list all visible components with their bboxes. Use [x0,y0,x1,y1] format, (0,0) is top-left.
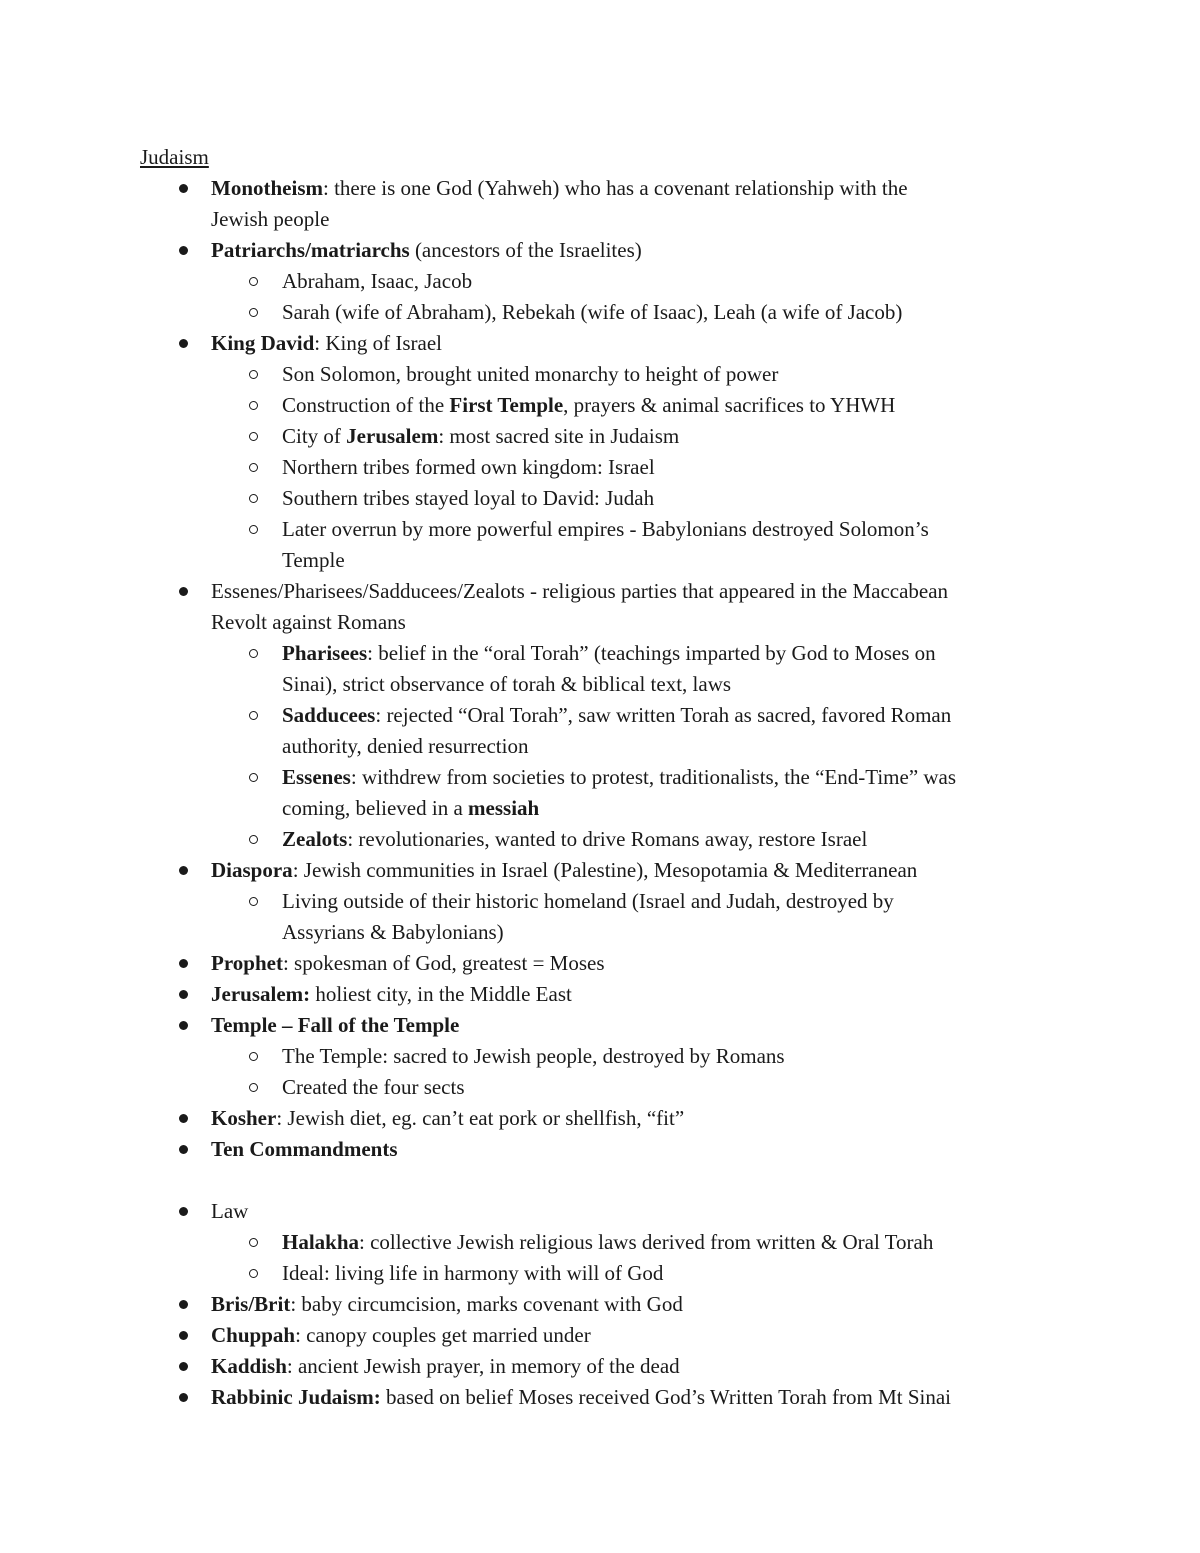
list-item [282,701,951,729]
bullet-icon [179,866,188,875]
term: Temple – Fall of the Temple [211,1013,460,1037]
list-item [282,1259,663,1287]
list-item-text: : most sacred site in Judaism [438,424,680,448]
sub-bullet-icon [249,1238,258,1247]
term: Jerusalem [346,424,439,448]
list-item-text: authority, denied resurrection [282,734,529,758]
sub-bullet-icon [249,494,258,503]
bullet-icon [179,1145,188,1154]
list-item [282,887,894,915]
sub-bullet-icon [249,401,258,410]
term: King David [211,331,315,355]
list-item-text: Abraham, Isaac, Jacob [282,269,473,293]
term: Kaddish [211,1354,287,1378]
list-item-text: based on belief Moses received God’s Written Torah from Mt Sinai [380,1385,951,1409]
list-item [211,1104,684,1132]
sub-bullet-icon [249,1083,258,1092]
list-item-text: : belief in the “oral Torah” (teachings imparted by God to Moses on [367,641,936,665]
list-item-text: Later overrun by more powerful empires - Babylonians destroyed Solomon’s [282,517,929,541]
list-item [282,515,929,543]
list-item-text: : baby circumcision, marks covenant with God [290,1292,683,1316]
list-item-text: Created the four sects [282,1075,465,1099]
bullet-icon [179,246,188,255]
list-item-text: Son Solomon, brought united monarchy to height of power [282,362,779,386]
list-item [211,174,908,202]
list-item-text: Ideal: living life in harmony with will of God [282,1261,664,1285]
list-item [282,825,867,853]
list-item [211,856,917,884]
list-item [211,236,642,264]
list-item [211,577,948,605]
list-item [282,794,539,822]
term: Bris/Brit [211,1292,291,1316]
bullet-icon [179,587,188,596]
list-item [211,1197,248,1225]
list-item-text: , prayers & animal sacrifices to YHWH [563,393,896,417]
list-item [282,1228,933,1256]
list-item [282,670,731,698]
sub-bullet-icon [249,463,258,472]
list-item-text: : collective Jewish religious laws derived from written & Oral Torah [359,1230,934,1254]
sub-bullet-icon [249,308,258,317]
list-item [211,608,406,636]
sub-bullet-icon [249,1269,258,1278]
sub-bullet-icon [249,773,258,782]
term: messiah [468,796,540,820]
sub-bullet-icon [249,649,258,658]
list-item [282,298,902,326]
list-item [211,1352,680,1380]
bullet-icon [179,990,188,999]
bullet-icon [179,184,188,193]
page-title: Judaism [140,145,209,169]
term: Essenes [282,765,351,789]
term: Pharisees [282,641,368,665]
term: Rabbinic Judaism: [211,1385,381,1409]
bullet-icon [179,1207,188,1216]
list-item-text: Law [211,1199,249,1223]
bullet-icon [179,959,188,968]
list-item [211,1011,459,1039]
list-item [282,1073,465,1101]
bullet-icon [179,339,188,348]
term: Halakha [282,1230,360,1254]
term: Ten Commandments [211,1137,398,1161]
sub-bullet-icon [249,1052,258,1061]
list-item-text: : King of Israel [314,331,442,355]
list-item-text: : rejected “Oral Torah”, saw written Torah as sacred, favored Roman [375,703,952,727]
term: Chuppah [211,1323,296,1347]
term: First Temple [449,393,564,417]
sub-bullet-icon [249,432,258,441]
list-item [282,360,778,388]
list-item-prefix: coming, believed in a [282,796,469,820]
list-item [211,205,329,233]
sub-bullet-icon [249,897,258,906]
list-item-text: : ancient Jewish prayer, in memory of the dead [286,1354,680,1378]
list-item-text: Southern tribes stayed loyal to David: Judah [282,486,655,510]
sub-bullet-icon [249,711,258,720]
list-item [282,484,654,512]
list-item [211,949,605,977]
list-item-text: : revolutionaries, wanted to drive Romans away, restore Israel [347,827,868,851]
list-item [211,1290,683,1318]
bullet-icon [179,1114,188,1123]
bullet-icon [179,1300,188,1309]
list-item-text: : canopy couples get married under [295,1323,591,1347]
bullet-icon [179,1393,188,1402]
list-item [282,918,504,946]
list-item [211,1135,398,1163]
list-item-text: Northern tribes formed own kingdom: Israel [282,455,655,479]
term: Diaspora [211,858,293,882]
sub-bullet-icon [249,835,258,844]
list-item [282,546,345,574]
list-item-text: : Jewish diet, eg. can’t eat pork or shellfish, “fit” [276,1106,685,1130]
term: Kosher [211,1106,277,1130]
term: Zealots [282,827,348,851]
list-item [282,1042,785,1070]
list-item-text: Sarah (wife of Abraham), Rebekah (wife of Isaac), Leah (a wife of Jacob) [282,300,903,324]
sub-bullet-icon [249,277,258,286]
list-item-text: : there is one God (Yahweh) who has a covenant relationship with the [323,176,908,200]
list-item [282,732,528,760]
list-item [282,453,655,481]
bullet-icon [179,1362,188,1371]
sub-bullet-icon [249,525,258,534]
bullet-icon [179,1331,188,1340]
list-item-text: : Jewish communities in Israel (Palestine), Mesopotamia & Mediterranean [292,858,918,882]
list-item [282,267,472,295]
list-item [282,763,956,791]
list-item-text: The Temple: sacred to Jewish people, destroyed by Romans [282,1044,785,1068]
list-item [282,422,679,450]
list-item-text: : withdrew from societies to protest, traditionalists, the “End-Time” was [350,765,957,789]
list-item-text: (ancestors of the Israelites) [409,238,642,262]
list-item [282,391,895,419]
list-item-text: Sinai), strict observance of torah & biblical text, laws [282,672,732,696]
term: Sadducees [282,703,376,727]
bullet-icon [179,1021,188,1030]
sub-bullet-icon [249,370,258,379]
list-item-text: Temple [282,548,345,572]
list-item-prefix: City of [282,424,347,448]
list-item-text: Assyrians & Babylonians) [282,920,504,944]
term: Jerusalem: [211,982,311,1006]
term: Monotheism [211,176,323,200]
list-item-text: Living outside of their historic homeland (Israel and Judah, destroyed by [282,889,894,913]
list-item-prefix: Construction of the [282,393,450,417]
list-item [211,980,572,1008]
list-item [211,1383,951,1411]
list-item [211,1321,591,1349]
list-item-text: holiest city, in the Middle East [310,982,572,1006]
term: Patriarchs/matriarchs [211,238,410,262]
list-item [282,639,936,667]
term: Prophet [211,951,283,975]
list-item [211,329,442,357]
list-item-text: Jewish people [211,207,330,231]
list-item-text: : spokesman of God, greatest = Moses [282,951,605,975]
list-item-text: Revolt against Romans [211,610,406,634]
list-item-text: Essenes/Pharisees/Sadducees/Zealots - religious parties that appeared in the Maccabean [211,579,949,603]
